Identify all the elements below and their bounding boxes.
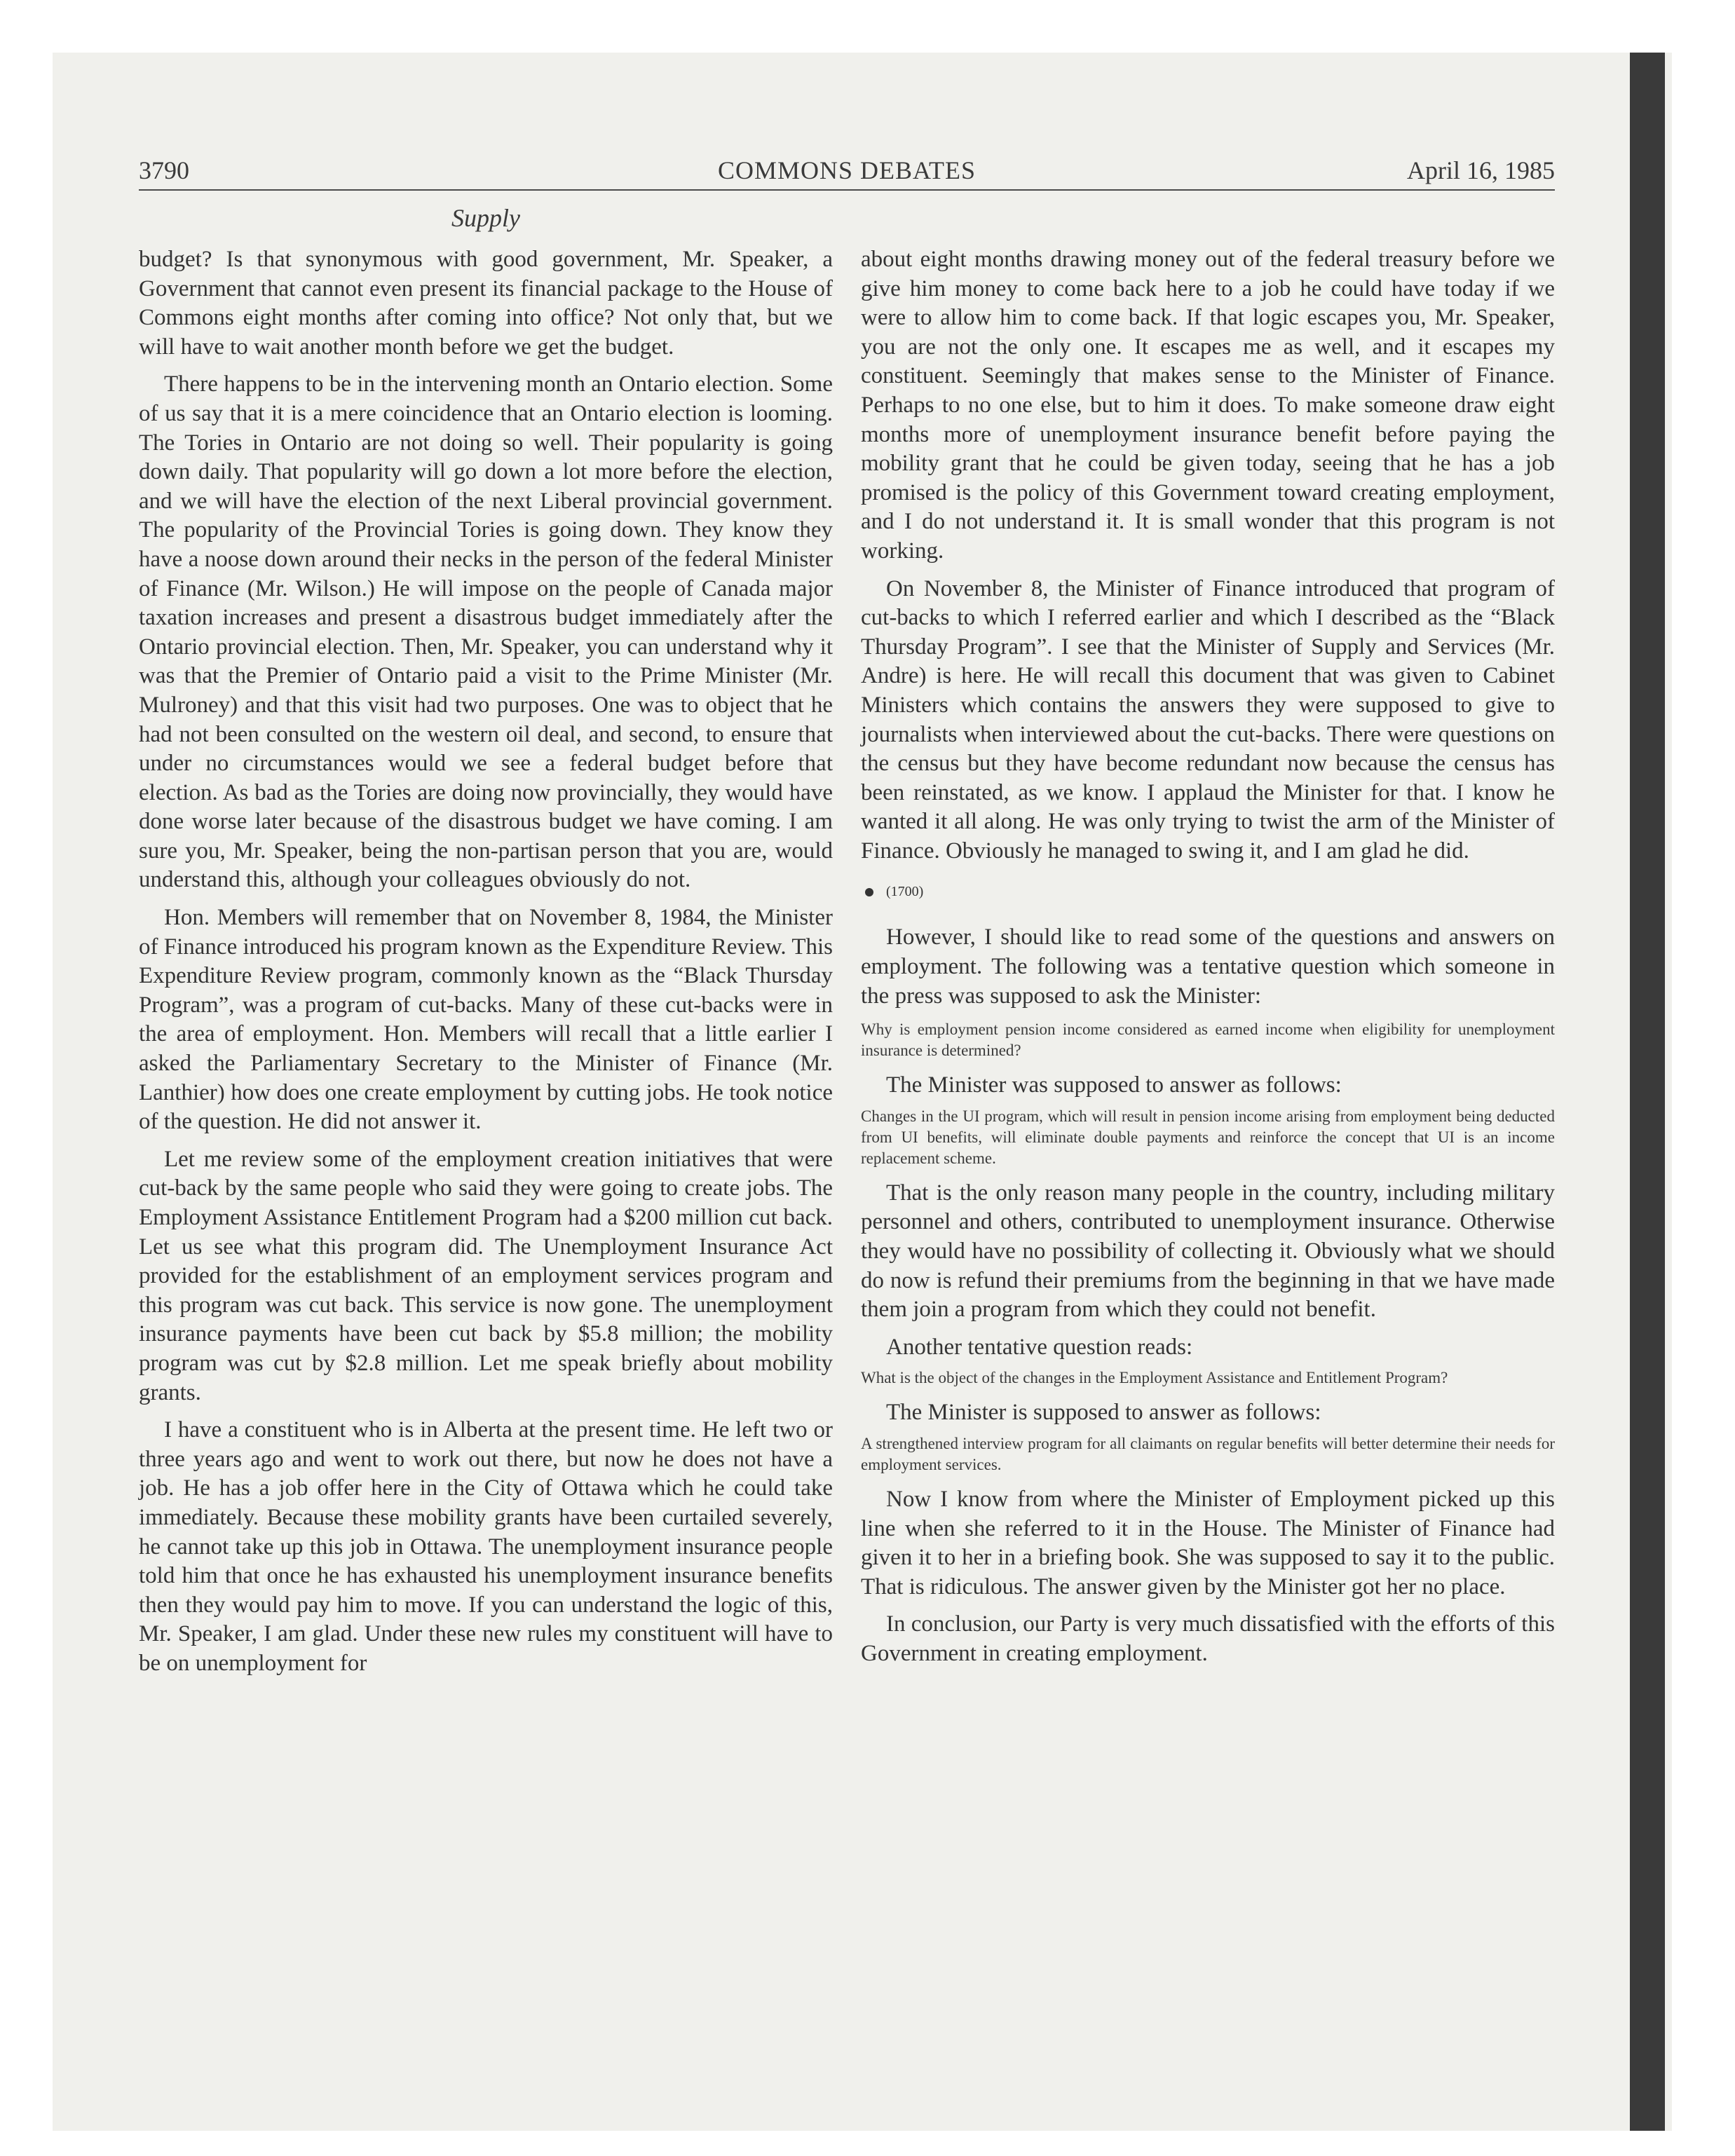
- paragraph: Another tentative question reads:: [886, 1334, 1193, 1360]
- publication-date: April 16, 1985: [1407, 156, 1555, 184]
- paragraph: On November 8, the Minister of Finance introduced that program of cut-backs to which I referred earlier and which I described as the “Black Thursday Program”. I see that the Minister of Supply and Services (Mr. Andre) is here. He will recall this document that was given to Cabinet Ministers which contains the answers they were supposed to give to journalists when interviewed about the cut-backs. There were questions on the census but they have become redundant now because the census has been reinstated, as we know. I applaud the Minister for that. I know he wanted it all along. He was only trying to twist the arm of the Minister of Finance. Obviously he managed to swing it, and I am glad he did.: [861, 575, 1555, 864]
- time-marker-text: (1700): [886, 884, 924, 900]
- paragraph: Hon. Members will remember that on November 8, 1984, the Minister of Finance introduced his program known as the Expenditure Review. This Expenditure Review program, commonly known as the “Black Thursday Program”, was a program of cut-backs. Many of these cut-backs were in the area of employment. Hon. Members will recall that a little earlier I asked the Parliamentary Secretary to the Minister of Finance (Mr. Lanthier) how does one create employment by cutting jobs. He took notice of the question. He did not answer it.: [139, 905, 833, 1135]
- running-header: [139, 153, 1555, 191]
- quoted-question: Why is employment pension income considered as earned income when eligibility for unemployment insurance is determined?: [861, 1021, 1555, 1060]
- paragraph: In conclusion, our Party is very much dissatisfied with the efforts of this Government in creating employment.: [861, 1611, 1555, 1666]
- paragraph: That is the only reason many people in the country, including military personnel and others, contributed to unemployment insurance. Otherwise they would have no possibility of collecting it. Obviously what we should do now is refund their premiums from the beginning in that we have made them join a program from which they could not benefit.: [861, 1180, 1555, 1323]
- quoted-answer: A strengthened interview program for all claimants on regular benefits will better determine their needs for employment services.: [861, 1435, 1555, 1473]
- time-marker: [861, 881, 1555, 902]
- publication-title: COMMONS DEBATES: [717, 156, 977, 184]
- paragraph: I have a constituent who is in Alberta at the present time. He left two or three years ago and went to work out there, but now he does not have a job. He has a job offer here in the City of Ottawa which he could take immediately. Because these mobility grants have been curtailed severely, he cannot take up this job in Ottawa. The unemployment insurance people told him that once he has exhausted his unemployment insurance benefits then they would pay him to move. If you can understand the logic of this, Mr. Speaker, I am glad. Under these new rules my constituent will have to be on unemployment for: [139, 1417, 833, 1676]
- quoted-question: What is the object of the changes in the Employment Assistance and Entitlement Program?: [861, 1369, 1448, 1387]
- paragraph: However, I should like to read some of the questions and answers on employment. The following was a tentative question which someone in the press was supposed to ask the Minister:: [861, 925, 1555, 1009]
- paragraph: The Minister is supposed to answer as follows:: [886, 1400, 1321, 1426]
- paragraph: There happens to be in the intervening month an Ontario election. Some of us say that it is a mere coincidence that an Ontario election is looming. The Tories in Ontario are not doing so well. Their popularity is going down daily. That popularity will go down a lot more before the election, and we will have the election of the next Liberal provincial government. The popularity of the Provincial Tories is going down. They know they have a noose down around their necks in the person of the federal Minister of Finance (Mr. Wilson.) He will impose on the people of Canada major taxation increases and present a disastrous budget immediately after the Ontario provincial election. Then, Mr. Speaker, you can understand why it was that the Premier of Ontario paid a visit to the Prime Minister (Mr. Mulroney) and that this visit had two purposes. One was to object that he had not been consulted on the western oil deal, and second, to ensure that under no circumstances would we see a federal budget before that election. As bad as the Tories are doing now provincially, they would have done worse later because of the disastrous budget we have coming. I am sure you, Mr. Speaker, being the non-partisan person that you are, would understand this, although your colleagues obviously do not.: [139, 371, 833, 893]
- left-column: [139, 245, 833, 1687]
- paragraph: Now I know from where the Minister of Employment picked up this line when she referred to it in the House. The Minister of Finance had given it to her in a briefing book. She was supposed to say it to the public. That is ridiculous. The answer given by the Minister got her no place.: [861, 1487, 1555, 1599]
- paragraph: The Minister was supposed to answer as follows:: [886, 1072, 1342, 1098]
- scan-edge-shadow: [1630, 53, 1665, 2131]
- quoted-answer: Changes in the UI program, which will result in pension income arising from employment being deducted from UI benefits, will eliminate double payments and reinforce the concept that UI is an income replacement scheme.: [861, 1107, 1555, 1167]
- paragraph: budget? Is that synonymous with good government, Mr. Speaker, a Government that cannot even present its financial package to the House of Commons eight months after coming into office? Not only that, but we will have to wait another month before we get the budget.: [139, 247, 833, 360]
- paragraph: about eight months drawing money out of the federal treasury before we give him money to come back here to a job he could have today if we were to allow him to come back. If that logic escapes you, Mr. Speaker, you are not the only one. It escapes me as well, and it escapes my constituent. Seemingly that makes sense to the Minister of Finance. Perhaps to no one else, but to him it does. To make someone draw eight months more of unemployment insurance benefit before paying the mobility grant that he could be given today, seeing that he has a job promised is the policy of this Government toward creating employment, and I do not understand it. It is small wonder that this program is not working.: [861, 247, 1555, 564]
- bullet-icon: [865, 888, 873, 896]
- page-number: 3790: [139, 156, 189, 184]
- right-column: [861, 245, 1555, 1677]
- section-title: Supply: [451, 204, 520, 232]
- paragraph: Let me review some of the employment creation initiatives that were cut-back by the same people who said they were going to create jobs. The Employment Assistance Entitlement Program had a $200 million cut back. Let us see what this program did. The Unemployment Insurance Act provided for the establishment of an employment services program and this program was cut back. This service is now gone. The unemployment insurance payments have been cut back by $5.8 million; the mobility program was cut by $2.8 million. Let me speak briefly about mobility grants.: [139, 1146, 833, 1405]
